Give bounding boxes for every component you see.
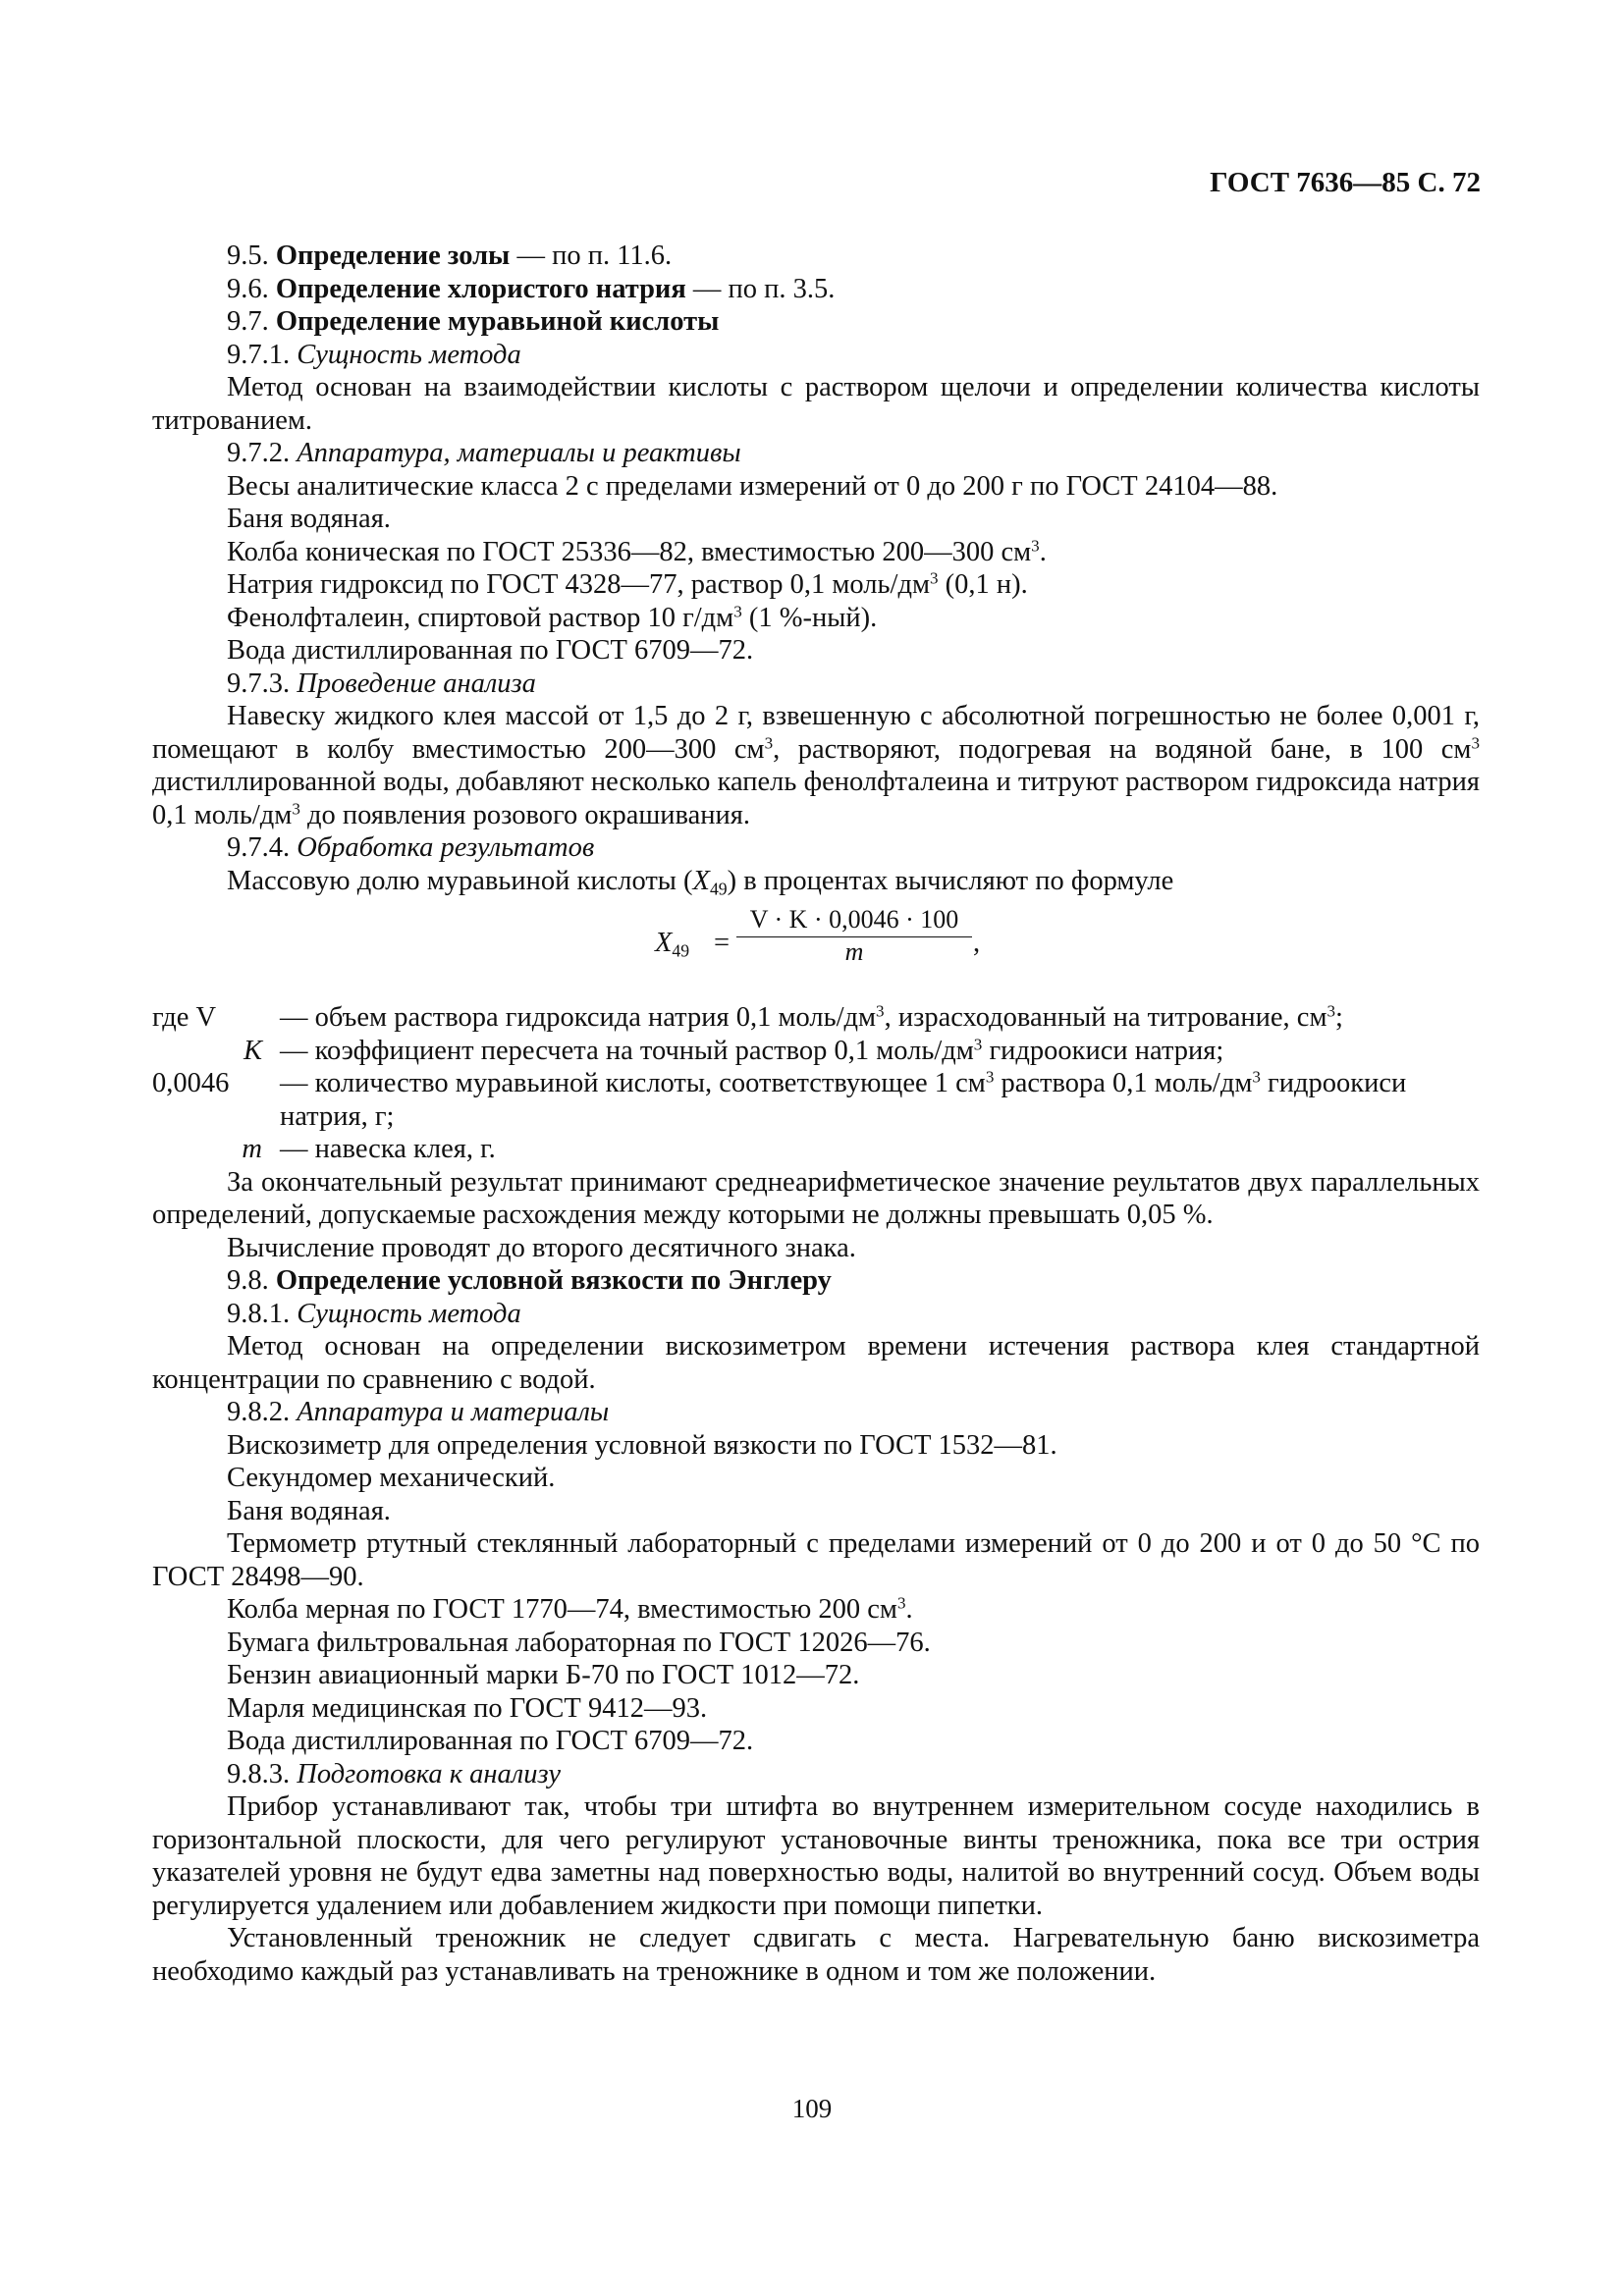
superscript: 3 [896,1593,906,1613]
superscript: 3 [985,1067,995,1087]
page-header: ГОСТ 7636—85 С. 72 [1210,167,1481,198]
formula-equals: = [714,928,731,958]
def-text: раствора 0,1 моль/дм [994,1068,1253,1098]
paragraph-text: до появления розового окрашивания. [299,799,751,830]
definition-symbol: m [242,1134,262,1164]
subsection-title: Сущность метода [297,339,521,370]
formula-lhs [655,927,689,960]
definition-symbol: где V [152,1002,217,1033]
paragraph-method: Метод основан на взаимодействии кислоты с раствором щелочи и определении количества кислоты титрованием. [152,372,1480,436]
subsection-9-8-2 [152,1396,1480,1429]
subsection-title: Сущность метода [297,1298,521,1329]
paragraph-preparation: Установленный треножник не следует сдвигать с места. Нагревательную баню вискозиметра необходимо каждый раз устанавливать на треножнике в одном и том же положении. [152,1923,1480,1987]
subsection-number: 9.8.3. [227,1758,291,1789]
subscript: 49 [709,878,728,898]
paragraph-formula-intro [152,865,1480,898]
section-number: 9.6. [227,273,269,304]
formula-variable: X [655,928,673,958]
section-text: — по п. 3.5. [685,273,836,304]
def-text: ; [1335,1002,1343,1033]
subsection-title: Проведение анализа [297,667,536,699]
section-number: 9.7. [227,306,269,337]
definition-item [152,1133,1480,1166]
section-9-5 [152,240,1480,273]
equipment-item: Баня водяная. [227,504,391,534]
superscript: 3 [1326,1001,1336,1021]
formula-subscript: 49 [672,940,690,961]
item-text: Колба коническая по ГОСТ 25336—82, вместимостью 200—300 см [227,536,1032,567]
formula-denominator: m [844,937,864,966]
def-text: — объем раствора гидроксида натрия 0,1 моль/дм [280,1002,877,1033]
equipment-item [152,1593,1480,1627]
def-text: — количество муравьиной кислоты, соответствующее 1 см [280,1068,986,1098]
superscript: 3 [876,1001,885,1021]
section-title: Определение хлористого натрия [275,273,686,304]
equipment-item: Секундомер механический. [227,1463,556,1493]
paragraph-text: , растворяют, подогревая на водяной бане, в 100 см [773,733,1472,765]
subsection-9-7-1 [152,339,1480,372]
definition-item [152,1035,1480,1068]
equipment-item: Вода дистиллированная по ГОСТ 6709—72. [227,635,754,666]
definition-item [152,1067,1480,1133]
section-9-6 [152,273,1480,306]
definition-symbol: 0,0046 [152,1068,230,1098]
section-title: Определение муравьиной кислоты [275,306,720,337]
superscript: 3 [1031,536,1040,556]
def-text: гидроокиси натрия, г; [280,1068,1407,1132]
item-text: (1 %-ный). [741,602,878,633]
equipment-item [152,568,1480,602]
document-body [152,240,1480,1988]
subsection-number: 9.8.2. [227,1397,291,1427]
paragraph-procedure [152,700,1480,831]
item-text: Натрия гидроксид по ГОСТ 4328—77, раствор 0,1 моль/дм [227,569,930,600]
superscript: 3 [973,1035,983,1054]
subsection-title: Подготовка к анализу [297,1758,562,1789]
definition-text [280,1001,1480,1035]
item-text: (0,1 н). [938,569,1028,600]
equipment-item: Марля медицинская по ГОСТ 9412—93. [227,1692,708,1724]
item-text: . [905,1594,913,1625]
subsection-9-8-3 [152,1758,1480,1791]
definition-symbol: K [243,1035,262,1066]
paragraph-text: дистиллированной воды, добавляют несколько капель фенолфталеина и титруют раствором гидроксида натрия 0,1 моль/дм [152,767,1480,830]
subsection-title: Аппаратура, материалы и реактивы [297,438,741,468]
equipment-item: Вода дистиллированная по ГОСТ 6709—72. [227,1726,754,1756]
variable: X [692,865,710,896]
paragraph-rounding: Вычисление проводят до второго десятичного знака. [227,1232,856,1263]
superscript: 3 [929,568,939,588]
page-number: 109 [791,2094,833,2123]
formula-comma: , [973,928,981,958]
def-text: гидроокиси натрия; [982,1035,1224,1066]
equipment-item: Бумага фильтровальная лабораторная по ГОСТ 12026—76. [227,1627,931,1658]
item-text: . [1039,536,1047,567]
equipment-item: Баня водяная. [227,1495,391,1526]
superscript: 3 [1252,1067,1261,1087]
subsection-9-7-4 [152,831,1480,865]
section-number: 9.8. [227,1265,269,1296]
paragraph-preparation: Прибор устанавливают так, чтобы три штифта во внутреннем измерительном сосуде находились в горизонтальной плоскости, для чего регулируют установочные винты треножника, пока все три острия указателей уровня не будут едва заметны над поверхностью воды, налитой во внутренний сосуд. Объем воды регулируется удалением или добавлением жидкости при помощи пипетки. [152,1791,1480,1921]
superscript: 3 [764,733,774,753]
equipment-item: Бензин авиационный марки Б-70 по ГОСТ 1012—72. [227,1660,860,1690]
section-9-7 [152,305,1480,339]
equipment-item: Весы аналитические класса 2 с пределами измерений от 0 до 200 г по ГОСТ 24104—88. [227,470,1278,502]
subsection-title: Обработка результатов [297,832,595,863]
section-title: Определение условной вязкости по Энглеру [275,1265,832,1296]
subsection-number: 9.7.1. [227,339,291,370]
formula-fraction [736,905,972,967]
def-text: — коэффициент пересчета на точный раствор 0,1 моль/дм [280,1035,974,1066]
subsection-number: 9.7.3. [227,667,291,699]
superscript: 3 [733,602,742,621]
subsection-title: Аппаратура и материалы [297,1397,610,1427]
subsection-9-8-1 [152,1298,1480,1331]
subsection-number: 9.7.2. [227,438,291,468]
subsection-9-7-2 [152,437,1480,470]
item-text: Колба мерная по ГОСТ 1770—74, вместимостью 200 см [227,1594,897,1625]
section-number: 9.5. [227,240,269,271]
superscript: 3 [1471,733,1480,753]
subsection-number: 9.7.4. [227,832,291,863]
subsection-number: 9.8.1. [227,1298,291,1329]
equipment-item: Вискозиметр для определения условной вязкости по ГОСТ 1532—81. [227,1429,1057,1461]
equipment-item: Термометр ртутный стеклянный лабораторный с пределами измерений от 0 до 200 и от 0 до 50 °С по ГОСТ 28498—90. [152,1528,1480,1592]
equipment-item [152,602,1480,635]
paragraph-text: ) в процентах вычисляют по формуле [727,865,1174,896]
paragraph-text: Массовую долю муравьиной кислоты ( [227,865,693,896]
paragraph-text: Навеску жидкого клея массой от 1,5 до 2 г, взвешенную с абсолютной погрешностью не более 0,001 г, помещают в колбу вместимостью 200—300 см [152,701,1480,765]
section-9-8 [152,1264,1480,1298]
definition-item [152,1001,1480,1035]
paragraph-method: Метод основан на определении вискозиметром времени истечения раствора клея стандартной концентрации по сравнению с водой. [152,1331,1480,1395]
definition-text [280,1067,1480,1133]
formula-numerator: V · K · 0,0046 · 100 [736,905,972,937]
formula [152,897,1480,1001]
definitions-list [152,1001,1480,1166]
section-text: — по п. 11.6. [510,240,673,271]
equipment-item [152,536,1480,569]
section-title: Определение золы [275,240,511,271]
subsection-9-7-3 [152,667,1480,701]
superscript: 3 [292,799,300,819]
paragraph-result: За окончательный результат принимают среднеарифметическое значение реультатов двух параллельных определений, допускаемые расхождения между которыми не должны превышать 0,05 %. [152,1166,1480,1230]
item-text: Фенолфталеин, спиртовой раствор 10 г/дм [227,602,734,633]
def-text: , израсходованный на титрование, см [884,1002,1327,1033]
definition-text: — навеска клея, г. [280,1134,496,1164]
definition-text [280,1035,1480,1068]
